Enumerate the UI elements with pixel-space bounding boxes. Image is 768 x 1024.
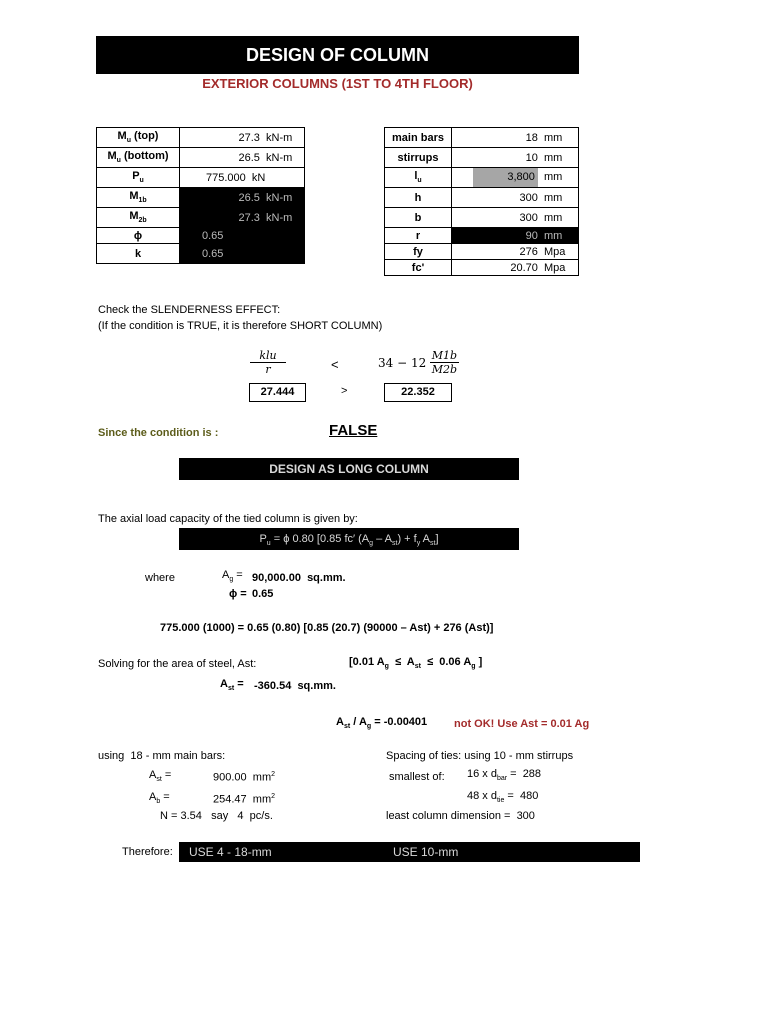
ast-bars-symbol: $A_{st}$ = <box>149 769 172 784</box>
r-cell: 90 mm <box>452 228 579 244</box>
ast-bars-value: 900.00 $mm^2$ <box>213 771 276 784</box>
fy-label: fy <box>385 244 452 260</box>
smallest-label: smallest of: <box>389 771 445 783</box>
fraction-denominator: r <box>265 363 271 376</box>
long-column-banner: DESIGN AS LONG COLUMN <box>179 458 519 480</box>
where-label: where <box>145 572 175 584</box>
axial-capacity-intro: The axial load capacity of the tied column is given by: <box>98 513 358 525</box>
table-row <box>97 244 305 264</box>
stirrups-label: stirrups <box>385 148 452 168</box>
condition-result: FALSE <box>329 422 378 439</box>
therefore-banner <box>179 842 640 862</box>
axial-formula-banner: $P_u = \phi$ 0.80 [0.85 fc′ $(A_g - A_{st}) + f_y$ $A_{st}$] <box>179 528 519 550</box>
table-row <box>97 148 305 168</box>
main-bars-cell: 18 mm <box>452 128 579 148</box>
comparison-symbol: > <box>341 385 348 397</box>
table-row <box>385 188 579 208</box>
table-row <box>97 128 305 148</box>
solving-label: Solving for the area of steel, Ast: <box>98 658 257 670</box>
substituted-equation: 775.000 (1000) = 0.65 (0.80) [0.85 (20.7) (90000 – Ast) + 276 (Ast)] <box>160 622 494 634</box>
pu-label: $P_u$ <box>97 168 180 188</box>
mu-top-label: $M_u$ (top) <box>97 128 180 148</box>
table-row <box>385 208 579 228</box>
table-row <box>385 228 579 244</box>
fc-label: fc' <box>385 260 452 276</box>
mu-top-cell: 27.3 kN-m <box>180 128 305 148</box>
m2b-label: $M_{2b}$ <box>97 208 180 228</box>
ast-symbol: $A_{st}$ = <box>220 678 244 693</box>
condition-label: Since the condition is : <box>98 427 219 439</box>
fraction-numerator: M1b <box>431 349 458 362</box>
therefore-label: Therefore: <box>122 846 173 858</box>
fraction-numerator: klu <box>250 349 286 363</box>
k-cell: 0.65 <box>180 244 305 264</box>
slenderness-note: (If the condition is TRUE, it is therefore SHORT COLUMN) <box>98 320 383 332</box>
less-than-symbol: < <box>331 357 339 372</box>
page-title: DESIGN OF COLUMN <box>246 45 429 65</box>
slenderness-heading: Check the SLENDERNESS EFFECT: <box>98 304 281 316</box>
moment-fraction <box>430 349 459 376</box>
ag-value: 90,000.00 sq.mm. <box>252 572 346 584</box>
table-row <box>385 244 579 260</box>
phi-cell: 0.65 <box>180 228 305 244</box>
ab-value: 254.47 $mm^2$ <box>213 793 276 806</box>
m1b-cell: 26.5 kN-m <box>180 188 305 208</box>
fc-cell: 20.70 Mpa <box>452 260 579 276</box>
table-row <box>385 168 579 188</box>
ties-heading: Spacing of ties: using 10 - mm stirrups <box>386 750 574 762</box>
fortyeight-dt-expression: 48 x $d_{tie} = 480$ <box>467 790 539 805</box>
column-loads-table <box>96 127 305 264</box>
phi-symbol: ϕ = <box>229 588 247 600</box>
stirrups-cell: 10 mm <box>452 148 579 168</box>
slenderness-lhs-value: 27.444 <box>249 383 306 402</box>
table-row <box>97 188 305 208</box>
ties-result: USE 10-mm <box>393 845 459 859</box>
page-subtitle: EXTERIOR COLUMNS (1ST TO 4TH FLOOR) <box>202 76 473 91</box>
table-row <box>97 208 305 228</box>
table-row <box>385 148 579 168</box>
bars-result: USE 4 - 18-mm <box>189 845 272 859</box>
table-row <box>97 168 305 188</box>
steel-ratio-note: not OK! Use Ast = 0.01 Ag <box>454 718 590 730</box>
main-bars-label: main bars <box>385 128 452 148</box>
main-bars-heading: using 18 - mm main bars: <box>98 750 226 762</box>
table-row <box>385 128 579 148</box>
phi-label: ϕ <box>97 228 180 244</box>
fraction-denominator: M2b <box>431 363 458 376</box>
mu-bottom-cell: 26.5 kN-m <box>180 148 305 168</box>
fy-cell: 276 Mpa <box>452 244 579 260</box>
m1b-label: $M_{1b}$ <box>97 188 180 208</box>
rhs-expression <box>378 349 459 376</box>
lu-label: $l_u$ <box>385 168 452 188</box>
r-label: r <box>385 228 452 244</box>
section-properties-table <box>384 127 579 276</box>
title-banner <box>96 36 579 74</box>
ag-symbol: $A_g$ = <box>222 569 243 584</box>
b-label: b <box>385 208 452 228</box>
lu-cell: 3,800 mm <box>452 168 579 188</box>
table-row <box>385 260 579 276</box>
ast-value: -360.54 sq.mm. <box>254 680 336 692</box>
mu-bottom-label: $M_u$ (bottom) <box>97 148 180 168</box>
table-row <box>97 228 305 244</box>
phi-value: 0.65 <box>252 588 274 600</box>
k-label: k <box>97 244 180 264</box>
least-dimension: least column dimension = 300 <box>386 810 535 822</box>
ab-symbol: $A_b$ = <box>149 791 170 806</box>
klu-fraction <box>250 349 286 376</box>
steel-ratio-limits: [0.01 $A_g \le A_{st} \le 0.06$ $A_g$ ] <box>349 656 483 671</box>
h-label: h <box>385 188 452 208</box>
rhs-constant: 34 − 12 <box>378 355 427 370</box>
sixteen-db-expression: 16 x $d_{bar} = 288$ <box>467 768 542 783</box>
steel-ratio-value: -0.00401 <box>383 716 428 728</box>
slenderness-rhs-value: 22.352 <box>384 383 452 402</box>
pu-cell: 775.000 kN <box>180 168 305 188</box>
m2b-cell: 27.3 kN-m <box>180 208 305 228</box>
h-cell: 300 mm <box>452 188 579 208</box>
b-cell: 300 mm <box>452 208 579 228</box>
bar-count: N = 3.54 say 4 pc/s. <box>160 810 273 822</box>
steel-ratio: $A_{st} / A_g = -0.00401$ <box>336 716 428 731</box>
